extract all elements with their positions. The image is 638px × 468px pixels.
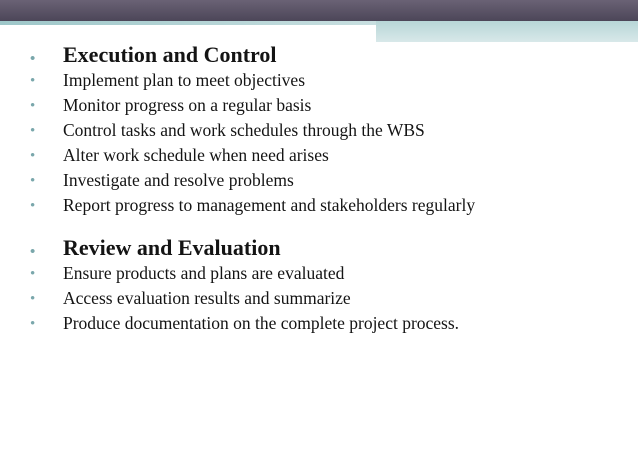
list-item-text: Produce documentation on the complete project process. xyxy=(63,313,460,333)
bullet-list-execution xyxy=(30,42,620,218)
list-item xyxy=(30,143,620,168)
bullet-icon: • xyxy=(30,173,36,189)
bullet-icon: • xyxy=(30,98,36,114)
heading-text: Review and Evaluation xyxy=(63,235,281,260)
bullet-icon: • xyxy=(30,73,36,89)
bullet-icon: • xyxy=(30,266,36,282)
list-item xyxy=(30,68,620,93)
bullet-icon: • xyxy=(30,198,36,214)
list-item xyxy=(30,93,620,118)
slide-top-bar xyxy=(0,0,638,21)
list-item xyxy=(30,311,483,336)
list-item-text: Investigate and resolve problems xyxy=(63,170,294,190)
list-item-text: Ensure products and plans are evaluated xyxy=(63,263,345,283)
section-heading-execution xyxy=(30,42,620,68)
bullet-list-review xyxy=(30,235,620,336)
list-item xyxy=(30,168,620,193)
section-heading-review xyxy=(30,235,620,261)
heading-text: Execution and Control xyxy=(63,42,277,67)
section-gap xyxy=(30,218,620,235)
bullet-icon: • xyxy=(30,316,36,332)
bullet-icon: • xyxy=(30,244,36,260)
list-item-text: Report progress to management and stakeholders regularly xyxy=(63,195,476,215)
bullet-icon: • xyxy=(30,148,36,164)
list-item xyxy=(30,261,620,286)
bullet-icon: • xyxy=(30,51,36,67)
list-item-text: Implement plan to meet objectives xyxy=(63,70,306,90)
bullet-icon: • xyxy=(30,123,36,139)
list-item-text: Alter work schedule when need arises xyxy=(63,145,329,165)
list-item xyxy=(30,118,620,143)
list-item-text: Access evaluation results and summarize xyxy=(63,288,351,308)
list-item xyxy=(30,193,493,218)
accent-strip-block xyxy=(376,21,638,42)
accent-strip-thin xyxy=(0,21,376,25)
list-item-text: Monitor progress on a regular basis xyxy=(63,95,312,115)
bullet-icon: • xyxy=(30,291,36,307)
list-item xyxy=(30,286,620,311)
list-item-text: Control tasks and work schedules through the WBS xyxy=(63,120,425,140)
slide-content xyxy=(30,42,620,336)
slide-accent-strip xyxy=(0,21,638,42)
